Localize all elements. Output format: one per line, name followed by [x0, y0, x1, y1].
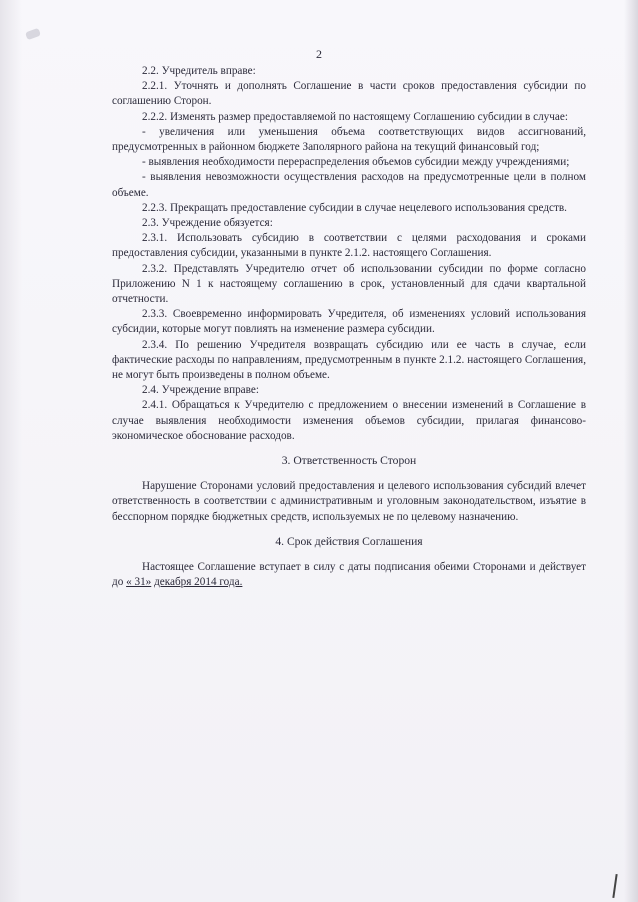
paragraph-2-4-1: 2.4.1. Обращаться к Учредителю с предложением о внесении изменений в Соглашение в случае выявления необходимости изменения объемов субсидии, прилагая финансово-экономическое обоснование расходов. [112, 399, 586, 442]
paragraph-2-2-2-item-3: - выявления невозможности осуществления расходов на предусмотренные цели в полном объеме. [112, 171, 586, 199]
paragraph-2-2-3: 2.2.3. Прекращать предоставление субсидии в случае нецелевого использования средств. [142, 201, 567, 214]
section-3-title: 3. Ответственность Сторон [281, 454, 417, 468]
scan-smudge [25, 28, 41, 40]
section-4-title: 4. Срок действия Соглашения [275, 534, 423, 548]
scan-shadow-right [624, 0, 638, 902]
paragraph-2-3-2: 2.3.2. Представлять Учредителю отчет об использовании субсидии по форме согласно Приложению N 1 к настоящему соглашению в срок, установленный для сдачи квартальной отчетности. [112, 262, 586, 306]
page-number: 2 [316, 47, 322, 61]
paragraph-2-2: 2.2. Учредитель вправе: [142, 65, 256, 77]
paragraph-2-3-1: 2.3.1. Использовать субсидию в соответствии с целями расходования и сроками предоставления субсидии, указанными в пункте 2.1.2. настоящего Соглашения. [112, 232, 586, 260]
paragraph-2-2-1: 2.2.1. Уточнять и дополнять Соглашение в части сроков предоставления субсидии по соглашению Сторон. [112, 80, 586, 108]
scan-shadow-left [0, 0, 22, 902]
section-4-text [112, 560, 586, 590]
paragraph-2-2-2-item-2: - выявления необходимости перераспределения объемов субсидии между учреждениями; [142, 156, 570, 169]
paragraph-2-2-2-item-1: - увеличения или уменьшения объема соответствующих видов ассигнований, предусмотренных в районном бюджете Заполярного района на текущий финансовый год; [112, 125, 586, 154]
paragraph-2-3: 2.3. Учреждение обязуется: [142, 217, 273, 230]
validity-date-month-year: декабря 2014 года. [154, 576, 243, 589]
paragraph-2-2-2: 2.2.2. Изменять размер предоставляемой по настоящему Соглашению субсидии в случае: [142, 110, 568, 123]
validity-date-day: « 31» [126, 576, 152, 589]
paragraph-2-3-4: 2.3.4. По решению Учредителя возвращать субсидию или ее часть в случае, если фактические расходы по направлениям, предусмотренным в пункте 2.1.2. настоящего Соглашения, не могут быть произведены в полном объеме. [112, 338, 586, 382]
paragraph-2-3-3: 2.3.3. Своевременно информировать Учредителя, об изменениях условий использования субсидии, которые могут повлиять на изменение размера субсидии. [112, 308, 586, 336]
section-3-text: Нарушение Сторонами условий предоставления и целевого использования субсидий влечет ответственность в соответствии с административным и уголовным законодательством, изъятие в бесспорном порядке бюджетных средств, используемых не по целевому назначению. [112, 480, 586, 523]
document-body [112, 64, 586, 591]
section-4-text-lead: Настоящее Соглашение вступает в силу с даты подписания обеими Сторонами и действует до [112, 561, 586, 589]
scan-mark [612, 874, 617, 898]
paragraph-2-4: 2.4. Учреждение вправе: [142, 384, 259, 397]
